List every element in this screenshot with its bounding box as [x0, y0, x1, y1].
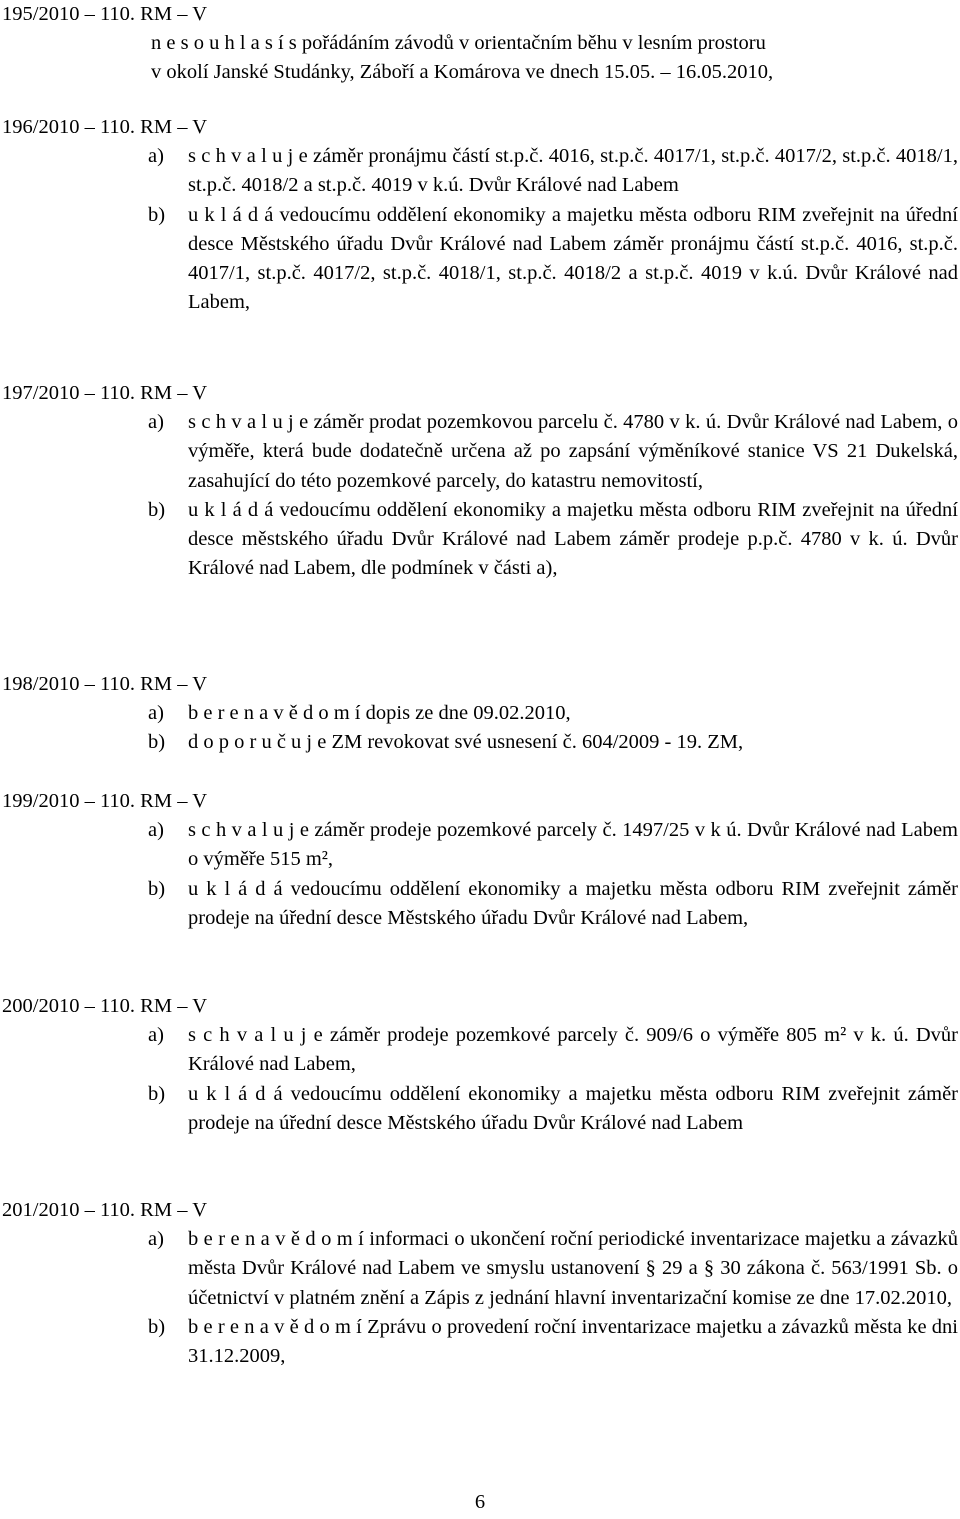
item-label: b): [148, 1082, 166, 1105]
item-verb: b e r e n a v ě d o m í: [188, 1228, 364, 1251]
resolution-item-b: [148, 201, 958, 318]
item-label: b): [148, 498, 166, 521]
item-verb: d o p o r u č u j e: [188, 731, 327, 754]
item-verb: s c h v a l u j e: [188, 411, 309, 434]
resolution-item-b: [148, 496, 958, 584]
resolution-text-line: v okolí Janské Studánky, Záboří a Komárova ve dnech 15.05. – 16.05.2010,: [151, 61, 774, 84]
resolution-item-a: [148, 699, 958, 728]
resolution-197: [2, 379, 958, 583]
resolution-198: [2, 670, 958, 758]
resolution-item-b: [148, 1080, 958, 1138]
resolution-200: [2, 992, 958, 1138]
item-verb: b e r e n a v ě d o m í: [188, 1315, 362, 1338]
item-text: záměr prodeje pozemkové parcely č. 909/6 o výměře 805 m² v k. ú. Dvůr Králové nad Labem,: [188, 1024, 959, 1076]
resolution-item-b: [148, 728, 958, 757]
resolution-201: [2, 1196, 958, 1371]
resolution-199: [2, 787, 958, 933]
resolution-text-line: n e s o u h l a s í s pořádáním závodů v orientačním běhu v lesním prostoru: [151, 32, 766, 55]
resolution-item-b: [148, 875, 958, 933]
item-text: záměr prodat pozemkovou parcelu č. 4780 v k. ú. Dvůr Králové nad Labem, o výměře, která bude dodatečně určena až po zapsání výměníkové stanice VS 21 Dukelská, zasahující do této pozemkové parcely, do katastru nemovitostí,: [188, 411, 959, 492]
item-label: b): [148, 731, 166, 754]
item-label: b): [148, 203, 166, 226]
item-verb: s c h v a l u j e: [188, 145, 308, 168]
item-label: a): [148, 1024, 164, 1047]
resolution-item-a: [148, 408, 959, 496]
item-label: b): [148, 1315, 166, 1338]
item-label: a): [148, 1228, 164, 1251]
item-text: ZM revokovat své usnesení č. 604/2009 - 19. ZM,: [331, 731, 744, 754]
resolution-header: 196/2010 – 110. RM – V: [2, 116, 208, 138]
item-text: záměr prodeje pozemkové parcely č. 1497/25 v k ú. Dvůr Králové nad Labem o výměře 515 m²,: [188, 819, 959, 871]
item-text: vedoucímu oddělení ekonomiky a majetku města odboru RIM zveřejnit na úřední desce Městského úřadu Dvůr Králové nad Labem záměr pronájmu částí st.p.č. 4016, st.p.č. 4017/1, st.p.č. 4017/2, st.p.č. 4018/1, st.p.č. 4018/2 a st.p.č. 4019 v k.ú. Dvůr Králové nad Labem,: [188, 203, 958, 314]
resolution-item-a: [148, 1225, 958, 1313]
resolution-item-a: [148, 816, 959, 874]
item-verb: b e r e n a v ě d o m í: [188, 702, 361, 725]
item-verb: s c h v a l u j e: [188, 819, 309, 842]
resolution-header: 198/2010 – 110. RM – V: [2, 673, 208, 695]
item-verb: u k l á d á: [188, 1082, 283, 1105]
item-text: vedoucímu oddělení ekonomiky a majetku města odboru RIM zveřejnit záměr prodeje na úřední desce Městského úřadu Dvůr Králové nad Labem,: [188, 877, 958, 929]
item-text: dopis ze dne 09.02.2010,: [365, 702, 571, 725]
item-text: informaci o ukončení roční periodické inventarizace majetku a závazků města Dvůr Králové nad Labem ve smyslu ustanovení § 29 a § 30 zákona č. 563/1991 Sb. o účetnictví v platném znění a Zápis z jednání hlavní inventarizační komise ze dne 17.02.2010,: [188, 1228, 958, 1309]
resolution-196: [2, 113, 958, 317]
resolution-header: 201/2010 – 110. RM – V: [2, 1199, 208, 1221]
resolution-header: 200/2010 – 110. RM – V: [2, 995, 208, 1017]
item-verb: u k l á d á: [188, 498, 274, 521]
item-text: záměr pronájmu částí st.p.č. 4016, st.p.č. 4017/1, st.p.č. 4017/2, st.p.č. 4018/1, st.p.č. 4018/2 a st.p.č. 4019 v k.ú. Dvůr Králové nad Labem: [188, 145, 959, 197]
item-verb: s c h v a l u j e: [188, 1024, 323, 1047]
item-text: Zprávu o provedení roční inventarizace majetku a závazků města ke dni 31.12.2009,: [188, 1315, 959, 1368]
resolution-item-a: [148, 142, 959, 200]
resolution-header: 197/2010 – 110. RM – V: [2, 382, 208, 404]
item-verb: u k l á d á: [188, 877, 283, 900]
item-label: a): [148, 819, 164, 842]
resolution-header: 199/2010 – 110. RM – V: [2, 790, 208, 812]
resolution-item-a: [148, 1021, 959, 1079]
resolution-195: [2, 0, 958, 88]
item-text: vedoucímu oddělení ekonomiky a majetku města odboru RIM zveřejnit záměr prodeje na úřední desce Městského úřadu Dvůr Králové nad Labem: [188, 1082, 958, 1134]
resolution-item-b: [148, 1313, 959, 1371]
page-number: 6: [474, 1491, 486, 1513]
resolution-header: 195/2010 – 110. RM – V: [2, 3, 208, 25]
item-label: a): [148, 411, 164, 434]
item-label: b): [148, 877, 166, 900]
item-label: a): [148, 145, 164, 168]
item-label: a): [148, 702, 164, 725]
item-text: vedoucímu oddělení ekonomiky a majetku města odboru RIM zveřejnit na úřední desce městského úřadu Dvůr Králové nad Labem záměr prodeje p.p.č. 4780 v k. ú. Dvůr Králové nad Labem, dle podmínek v části a),: [188, 498, 958, 580]
item-verb: u k l á d á: [188, 203, 274, 226]
